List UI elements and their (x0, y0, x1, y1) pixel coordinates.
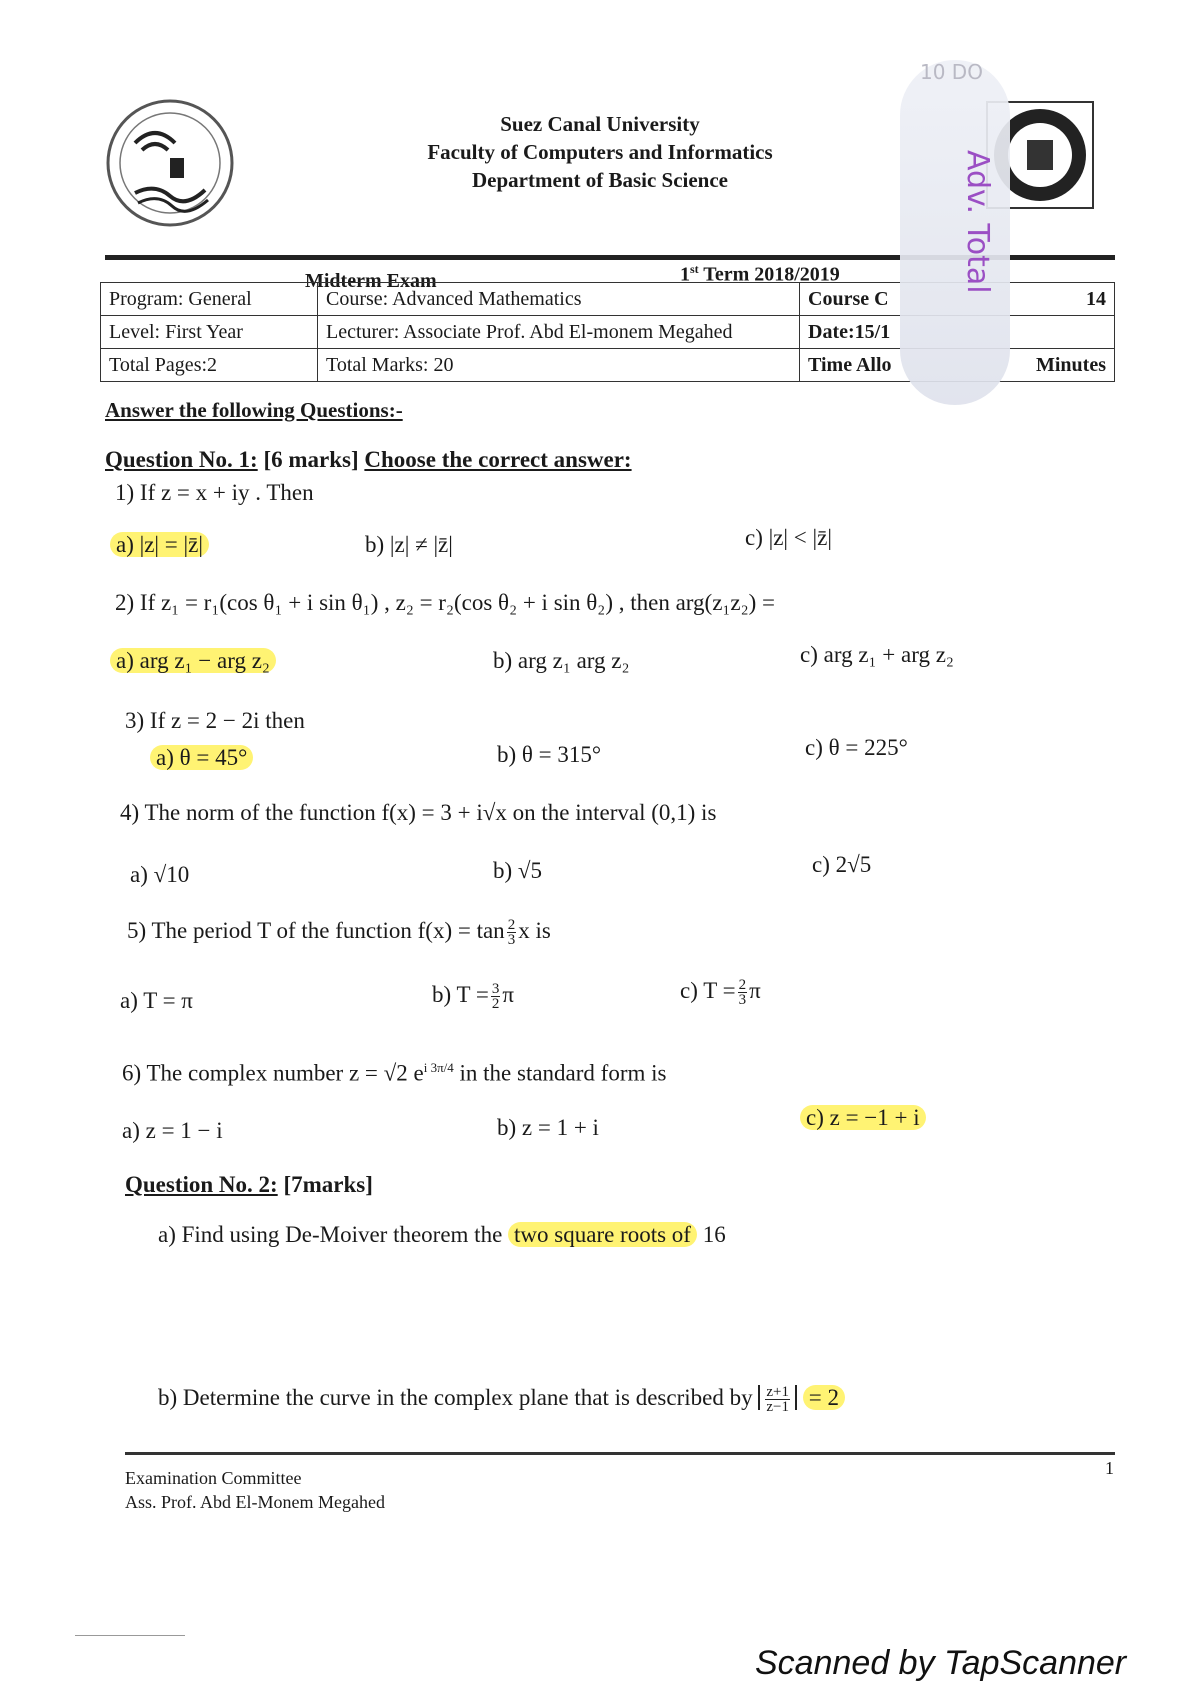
exam-title: Midterm Exam (305, 270, 437, 292)
q1-item2-option-c[interactable]: c) arg z₁ + arg z₂ (800, 642, 954, 667)
program-cell: Program: General (101, 283, 318, 316)
scan-artifact-line (75, 1635, 185, 1636)
q1-item4-option-c[interactable]: c) 2√5 (812, 852, 872, 877)
q1-item5-option-c[interactable]: c) T = $\frac{2}{3}$ π (680, 977, 761, 1009)
q1-item6-option-a[interactable]: a) z = 1 − i (122, 1118, 223, 1143)
university-name: Suez Canal University (500, 112, 700, 136)
q1-item5-option-b[interactable]: b) T = $\frac{3}{2}$ π (432, 981, 514, 1013)
department-name: Department of Basic Science (471, 168, 729, 192)
q1-item4-option-a[interactable]: a) √10 (130, 862, 190, 887)
date-cell: Date:15/1 (800, 316, 1115, 349)
q1-item6-option-c[interactable]: c) z = −1 + i (800, 1105, 926, 1131)
handwritten-scan-mark: 10 DO (920, 60, 983, 84)
q1-item1-option-c[interactable]: c) |z| < |z̄| (745, 525, 832, 550)
time-cell: Time Allo Minutes (800, 349, 1115, 382)
tapscanner-watermark: Scanned by TapScanner (755, 1644, 1127, 1682)
course-code-cell: Course C 14 (800, 283, 1115, 316)
q1-item3-option-c[interactable]: c) θ = 225° (805, 735, 908, 760)
q1-item3-option-b[interactable]: b) θ = 315° (497, 742, 602, 767)
q1-item5-stem: 5) The period T of the function f(x) = tan $\frac{2}{3}$ x is (127, 917, 551, 949)
q1-item4-stem: 4) The norm of the function f(x) = 3 + i√x on the interval (0,1) is (120, 800, 717, 825)
q2-part-a: a) Find using De-Moiver theorem the two square roots of 16 (158, 1222, 726, 1247)
q1-item3-option-a[interactable]: a) θ = 45° (150, 745, 253, 771)
q1-header: Question No. 1: [6 marks] Choose the correct answer: (105, 447, 632, 472)
instruction: Answer the following Questions:- (105, 398, 403, 422)
total-marks-cell: Total Marks: 20 (318, 349, 800, 382)
course-cell: Course: Advanced Mathematics (318, 283, 800, 316)
term-label: 1st Term 2018/2019 (680, 262, 840, 286)
q1-item6-stem: 6) The complex number z = √2 $e^{i 3\pi/4}$ in the standard form is (122, 1060, 667, 1086)
q1-item3-stem: 3) If z = 2 − 2i then (125, 708, 305, 733)
q1-item1-option-b[interactable]: b) |z| ≠ |z̄| (365, 532, 453, 557)
q1-item2-option-a[interactable]: a) arg z₁ − arg z₂ (110, 648, 276, 674)
q1-item6-option-b[interactable]: b) z = 1 + i (497, 1115, 599, 1140)
committee-label: Examination Committee (125, 1468, 302, 1488)
level-cell: Level: First Year (101, 316, 318, 349)
q1-item1-option-a[interactable]: a) |z| = |z̄| (110, 532, 209, 558)
q1-item2-stem: 2) If z₁ = r₁(cos θ₁ + i sin θ₁) , z₂ = r₂(cos θ₂ + i sin θ₂) , then arg(z₁z₂) = (115, 590, 776, 615)
faculty-name: Faculty of Computers and Informatics (427, 140, 773, 164)
footer-rule (125, 1452, 1115, 1455)
handwritten-note: Adv. Total (960, 150, 995, 294)
q1-item5-option-a[interactable]: a) T = π (120, 988, 193, 1013)
q1-item4-option-b[interactable]: b) √5 (493, 858, 543, 883)
page-number: 1 (1105, 1458, 1114, 1478)
q1-item2-option-b[interactable]: b) arg z₁ arg z₂ (493, 648, 630, 673)
q1-item1-stem: 1) If z = x + iy . Then (115, 480, 314, 505)
q2-header: Question No. 2: [7marks] (125, 1172, 373, 1197)
q2-part-b: b) Determine the curve in the complex plane that is described by $\frac{z+1}{z-1}$ = 2 (158, 1385, 845, 1414)
total-pages-cell: Total Pages:2 (101, 349, 318, 382)
lecturer-cell: Lecturer: Associate Prof. Abd El-monem Megahed (318, 316, 800, 349)
committee-member: Ass. Prof. Abd El-Monem Megahed (125, 1492, 385, 1512)
